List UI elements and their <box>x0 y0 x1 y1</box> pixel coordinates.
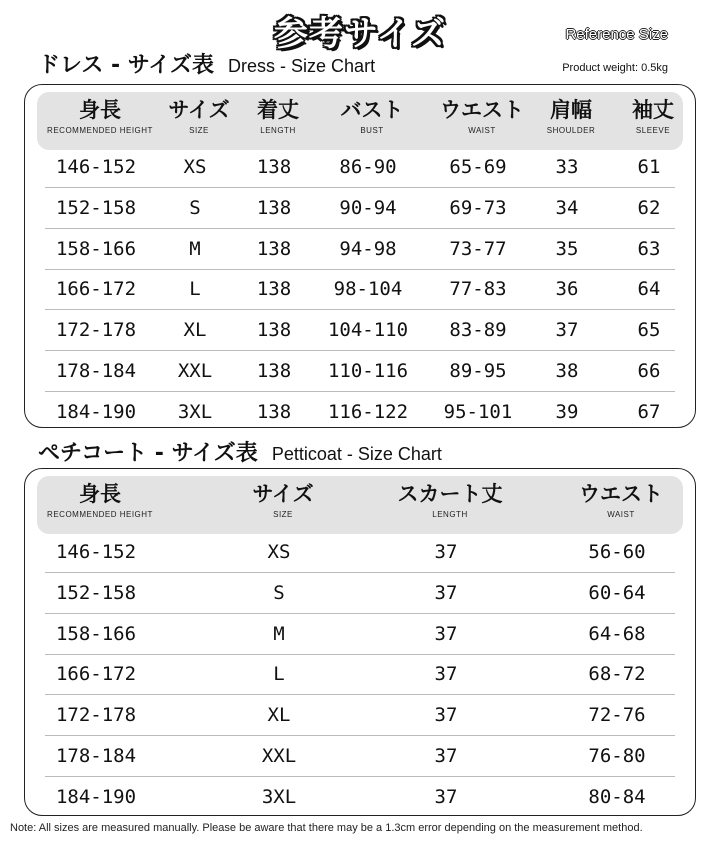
table-row <box>45 532 675 573</box>
table-cell: 37 <box>434 785 458 808</box>
column-header <box>223 476 343 534</box>
table-cell: 94-98 <box>339 237 397 260</box>
column-header-en: WAIST <box>468 126 496 135</box>
table-cell: 69-73 <box>449 196 507 219</box>
table-cell: 73-77 <box>449 237 507 260</box>
dress-size-table <box>24 84 696 428</box>
table-cell: 110-116 <box>327 360 409 382</box>
table-cell: 33 <box>555 156 579 178</box>
table-cell: 80-84 <box>588 785 646 808</box>
table-row <box>45 229 675 270</box>
petticoat-size-table <box>24 468 696 816</box>
table-row <box>45 654 675 695</box>
table-cell: 37 <box>434 663 458 686</box>
table-row <box>45 392 675 432</box>
table-cell: 98-104 <box>333 278 403 301</box>
table-cell: 56-60 <box>588 541 646 563</box>
table-cell: L <box>189 278 201 301</box>
petticoat-table-header <box>37 476 683 534</box>
column-header-jp: ウエスト <box>440 98 524 122</box>
table-cell: 116-122 <box>327 400 409 423</box>
table-row <box>45 310 675 351</box>
reference-size-label: Reference Size <box>565 26 668 43</box>
table-cell: 138 <box>256 278 292 301</box>
column-header-jp: 身長 <box>79 482 121 506</box>
column-header-jp: 身長 <box>79 98 121 122</box>
table-cell: 138 <box>256 319 292 342</box>
table-cell: XL <box>183 319 207 342</box>
dress-title-jp: ドレス - サイズ表 <box>38 53 215 78</box>
column-header <box>593 92 713 150</box>
table-cell: 138 <box>256 237 292 260</box>
page-title: 参考サイズ <box>273 14 447 54</box>
table-cell: 83-89 <box>449 319 507 342</box>
dress-title-en: Dress - Size Chart <box>228 56 376 76</box>
column-header-jp: バスト <box>340 98 404 122</box>
table-cell: 37 <box>434 581 458 604</box>
table-cell: XXL <box>177 360 213 382</box>
table-cell: XXL <box>261 745 297 767</box>
product-weight: Product weight: 0.5kg <box>562 62 668 74</box>
table-cell: 95-101 <box>443 400 513 423</box>
table-cell: 64-68 <box>588 622 646 645</box>
table-cell: 178-184 <box>55 360 137 382</box>
table-cell: M <box>273 622 285 645</box>
table-cell: 38 <box>555 360 579 382</box>
table-cell: 61 <box>637 156 661 178</box>
table-cell: 72-76 <box>588 704 646 727</box>
table-cell: 158-166 <box>55 622 137 645</box>
table-cell: XS <box>183 156 207 178</box>
table-cell: XL <box>267 704 291 727</box>
table-row <box>45 777 675 817</box>
table-cell: 37 <box>434 745 458 767</box>
column-header-en: RECOMMENDED HEIGHT <box>47 126 153 135</box>
table-cell: 62 <box>637 196 661 219</box>
table-cell: 64 <box>637 278 661 301</box>
petticoat-title-en: Petticoat - Size Chart <box>271 444 442 464</box>
table-cell: 37 <box>434 541 458 563</box>
table-cell: 63 <box>637 237 661 260</box>
column-header <box>312 92 432 150</box>
petticoat-section-title <box>38 436 442 467</box>
column-header-jp: スカート丈 <box>397 482 503 506</box>
table-cell: 172-178 <box>55 704 137 727</box>
table-cell: 67 <box>637 400 661 423</box>
column-header-jp: 袖丈 <box>632 98 674 122</box>
table-row <box>45 695 675 736</box>
table-cell: 138 <box>256 400 292 423</box>
table-cell: 184-190 <box>55 400 137 423</box>
column-header-en: SLEEVE <box>635 126 671 135</box>
column-header-en: SIZE <box>189 126 209 135</box>
column-header-en: LENGTH <box>432 510 468 519</box>
table-cell: 146-152 <box>55 541 137 563</box>
column-header-en: RECOMMENDED HEIGHT <box>47 510 153 519</box>
table-cell: 146-152 <box>55 156 137 178</box>
table-cell: 138 <box>256 196 292 219</box>
table-cell: 172-178 <box>55 319 137 342</box>
table-cell: 76-80 <box>588 745 646 767</box>
table-cell: 90-94 <box>339 196 397 219</box>
table-row <box>45 351 675 392</box>
table-row <box>45 614 675 655</box>
table-cell: 178-184 <box>55 745 137 767</box>
table-cell: 39 <box>555 400 579 423</box>
column-header-jp: サイズ <box>168 98 230 122</box>
petticoat-title-jp: ペチコート - サイズ表 <box>38 441 258 466</box>
table-cell: S <box>273 581 285 604</box>
table-row <box>45 188 675 229</box>
table-cell: 3XL <box>177 400 213 423</box>
table-row <box>45 147 675 188</box>
table-cell: 65 <box>637 319 661 342</box>
table-cell: 66 <box>637 360 661 382</box>
table-cell: 37 <box>434 704 458 727</box>
table-cell: 166-172 <box>55 278 137 301</box>
table-cell: 86-90 <box>339 156 397 178</box>
dress-table-header <box>37 92 683 150</box>
table-cell: 65-69 <box>449 156 507 178</box>
table-cell: 36 <box>555 278 579 301</box>
table-cell: 37 <box>434 622 458 645</box>
column-header-en: LENGTH <box>260 126 296 135</box>
column-header-jp: 肩幅 <box>550 98 592 122</box>
table-cell: 166-172 <box>55 663 137 686</box>
column-header-en: WAIST <box>607 510 635 519</box>
table-cell: 138 <box>256 156 292 178</box>
table-cell: 184-190 <box>55 785 137 808</box>
table-cell: 104-110 <box>327 319 409 342</box>
table-cell: S <box>189 196 201 219</box>
table-cell: 77-83 <box>449 278 507 301</box>
column-header-jp: 着丈 <box>257 98 299 122</box>
table-cell: 152-158 <box>55 581 137 604</box>
column-header-en: SHOULDER <box>546 126 596 135</box>
column-header <box>40 476 160 534</box>
table-row <box>45 573 675 614</box>
column-header <box>561 476 681 534</box>
table-cell: L <box>273 663 285 686</box>
table-cell: 35 <box>555 237 579 260</box>
table-cell: 152-158 <box>55 196 137 219</box>
table-cell: 3XL <box>261 785 297 808</box>
column-header-jp: ウエスト <box>579 482 663 506</box>
table-cell: XS <box>267 541 291 563</box>
table-cell: 89-95 <box>449 360 507 382</box>
column-header <box>390 476 510 534</box>
table-cell: M <box>189 237 201 260</box>
table-row <box>45 736 675 777</box>
table-cell: 34 <box>555 196 579 219</box>
table-cell: 138 <box>256 360 292 382</box>
dress-section-title <box>38 48 375 79</box>
column-header-en: BUST <box>360 126 384 135</box>
measurement-note: Note: All sizes are measured manually. Please be aware that there may be a 1.3cm error depending on the measurement method. <box>10 822 643 834</box>
column-header-jp: サイズ <box>252 482 314 506</box>
table-cell: 37 <box>555 319 579 342</box>
table-cell: 158-166 <box>55 237 137 260</box>
table-row <box>45 269 675 310</box>
table-cell: 68-72 <box>588 663 646 686</box>
table-cell: 60-64 <box>588 581 646 604</box>
column-header-en: SIZE <box>273 510 293 519</box>
